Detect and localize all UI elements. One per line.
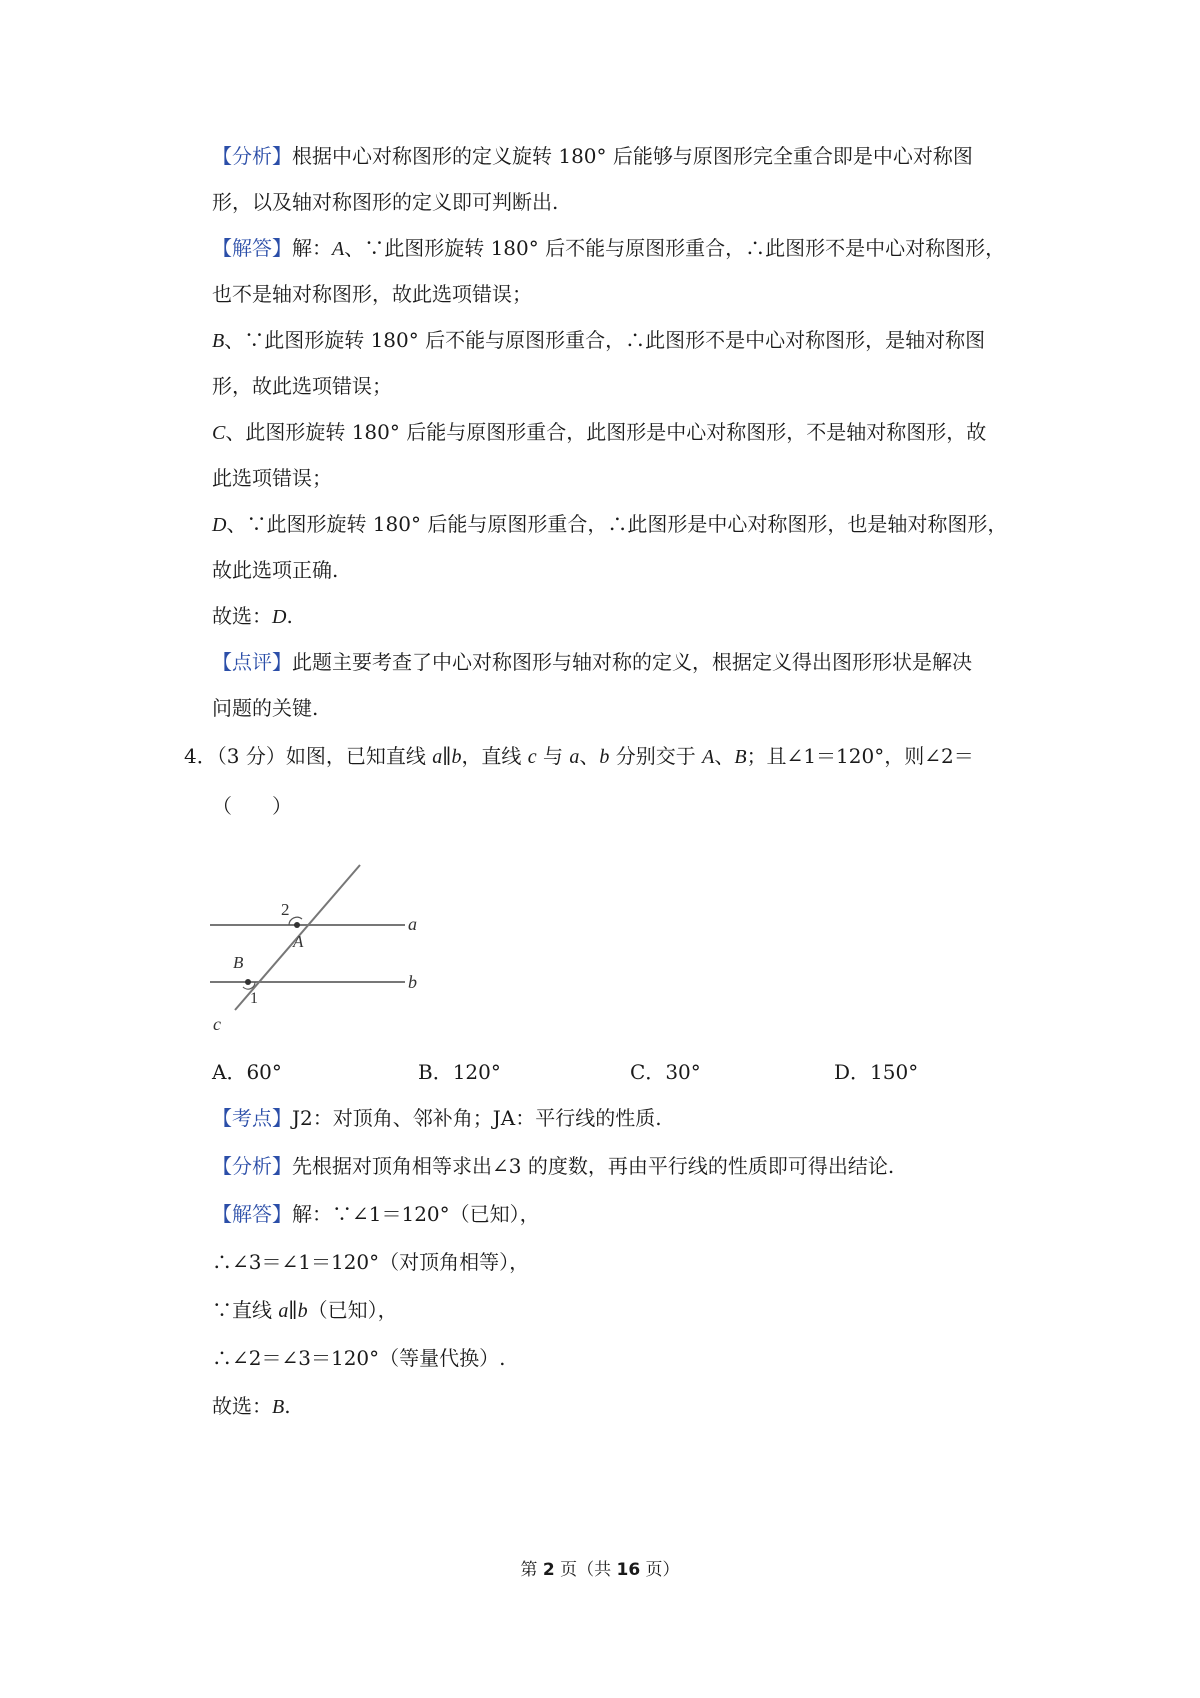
option-text: 30°: [665, 1060, 701, 1084]
q3-solution-c-text-1: 、此图形旋转 180° 后能与原图形重合，此图形是中心对称图形，不是轴对称图形，故: [225, 420, 987, 444]
q4-stem-var: a: [432, 746, 443, 768]
q4-stem-part: ；且∠1＝120°，则∠2＝: [746, 744, 974, 768]
q4-parallel-lines-figure: [205, 860, 435, 1040]
q4-stem-part: 与: [536, 744, 570, 768]
q4-stem-part: ，直线: [461, 744, 528, 768]
q4-number: 4．: [184, 744, 217, 768]
q3-solution-line-8: [212, 556, 338, 584]
option-letter: A．: [212, 1060, 247, 1084]
q4-stem-var: B: [734, 746, 747, 768]
option-letter: D．: [834, 1060, 871, 1084]
point-tag: 【考点】: [212, 1106, 292, 1130]
q4-solution-parallel: ∥: [288, 1298, 298, 1322]
q3-solution-line-2: [212, 280, 532, 308]
q4-option-d: [834, 1058, 918, 1086]
q3-solution-line-5: [212, 418, 986, 447]
line-a-label: a: [408, 914, 417, 934]
q4-solution-text-3b: （已知），: [307, 1298, 398, 1322]
q3-option-d-letter: D: [212, 514, 227, 536]
solution-tag: 【解答】: [212, 236, 292, 260]
q4-solution-line-4: ∴∠2＝∠3＝120°（等量代换）.: [212, 1346, 506, 1370]
q4-option-a: [212, 1058, 282, 1086]
q3-solution-a-text-2: 也不是轴对称图形，故此选项错误；: [212, 282, 532, 306]
q4-solution-var: b: [297, 1300, 308, 1322]
q3-solution-line-7: [212, 510, 1007, 539]
q4-answer-prefix: 故选：: [212, 1394, 272, 1418]
q4-stem-var: a: [569, 746, 580, 768]
footer-page-number: 2: [542, 1560, 555, 1580]
q4-solution-line-1: [212, 1200, 540, 1228]
angle-2-label: 2: [281, 900, 290, 919]
point-b-label: B: [233, 953, 244, 972]
q4-analysis-text: 先根据对顶角相等求出∠3 的度数，再由平行线的性质即可得出结论.: [292, 1154, 895, 1178]
q3-option-c-letter: C: [212, 422, 226, 444]
footer-total-pages: 16: [616, 1560, 641, 1580]
q3-comment-line-1: [212, 648, 972, 676]
angle-1-label: 1: [250, 990, 258, 1007]
option-letter: C．: [630, 1060, 666, 1084]
comment-tag: 【点评】: [212, 650, 292, 674]
q4-stem-parallel: ∥: [442, 744, 452, 768]
q4-answer-line: [212, 1392, 291, 1421]
page-footer: [0, 1558, 1200, 1582]
q4-option-c: [630, 1058, 701, 1086]
q3-comment-line-2: [212, 694, 318, 722]
q3-analysis-text-2: 形，以及轴对称图形的定义即可判断出.: [212, 190, 559, 214]
footer-pre: 第: [520, 1560, 543, 1580]
q4-stem-part: 、: [579, 744, 600, 768]
q4-stem-line-1: [184, 742, 974, 771]
q4-analysis-line: [212, 1152, 894, 1180]
q3-answer-suffix: .: [286, 604, 293, 628]
q3-answer-letter: D: [272, 606, 287, 628]
analysis-tag: 【分析】: [212, 1154, 292, 1178]
point-a-label: A: [293, 932, 304, 951]
q4-stem-part: （3 分）如图，已知直线: [216, 744, 433, 768]
q3-analysis-line-2: [212, 188, 558, 216]
q4-stem-line-2: （ ）: [212, 794, 292, 818]
q4-stem-var: A: [702, 746, 715, 768]
q4-stem-var: c: [527, 746, 537, 768]
q4-stem-part: 、: [714, 744, 735, 768]
q3-comment-text-1: 此题主要考查了中心对称图形与轴对称的定义，根据定义得出图形形状是解决: [292, 650, 972, 674]
solution-tag: 【解答】: [212, 1202, 292, 1226]
q3-solution-a-text-1: 、∵此图形旋转 180° 后不能与原图形重合，∴此图形不是中心对称图形，: [344, 236, 1006, 260]
q3-option-a-letter: A: [332, 238, 345, 260]
q4-solution-text-1: 解：∵∠1＝120°（已知），: [292, 1202, 540, 1226]
q3-solution-d-text-2: 故此选项正确.: [212, 558, 339, 582]
q4-solution-line-2: ∴∠3＝∠1＝120°（对顶角相等），: [212, 1250, 530, 1274]
q3-solution-c-text-2: 此选项错误；: [212, 466, 332, 490]
q3-analysis-line-1: [212, 142, 973, 170]
option-text: 60°: [246, 1060, 282, 1084]
line-b-label: b: [408, 972, 417, 992]
q4-stem-var: b: [451, 746, 462, 768]
point-b-dot: [245, 979, 251, 985]
q4-point-line: [212, 1104, 662, 1132]
analysis-tag: 【分析】: [212, 144, 292, 168]
q4-stem-var: b: [599, 746, 610, 768]
line-c-label: c: [213, 1014, 221, 1034]
q3-solution-b-text-1: 、∵此图形旋转 180° 后不能与原图形重合，∴此图形不是中心对称图形，是轴对称图: [224, 328, 986, 352]
q3-option-b-letter: B: [212, 330, 225, 352]
q4-solution-var: a: [278, 1300, 289, 1322]
q4-point-text: J2：对顶角、邻补角；JA：平行线的性质.: [292, 1106, 662, 1130]
q3-solution-line-1: [212, 234, 1005, 263]
q4-option-b: [418, 1058, 501, 1086]
q3-answer-prefix: 故选：: [212, 604, 272, 628]
q3-solution-line-6: [212, 464, 332, 492]
q3-solution-b-text-2: 形，故此选项错误；: [212, 374, 392, 398]
q3-solution-line-4: [212, 372, 392, 400]
q3-solution-line-3: [212, 326, 985, 355]
q4-solution-line-3: [212, 1296, 398, 1325]
footer-mid: 页（共: [554, 1560, 617, 1580]
option-text: 150°: [870, 1060, 919, 1084]
q4-answer-letter: B: [272, 1396, 285, 1418]
point-a-dot: [294, 922, 300, 928]
q4-stem-part: 分别交于: [609, 744, 703, 768]
q3-analysis-text-1: 根据中心对称图形的定义旋转 180° 后能够与原图形完全重合即是中心对称图: [292, 144, 973, 168]
footer-post: 页）: [640, 1560, 680, 1580]
q3-answer-line: [212, 602, 293, 631]
q3-solution-d-text-1: 、∵此图形旋转 180° 后能与原图形重合，∴此图形是中心对称图形，也是轴对称图形，: [226, 512, 1008, 536]
q4-answer-suffix: .: [284, 1394, 291, 1418]
option-text: 120°: [452, 1060, 501, 1084]
q3-solution-prefix: 解：: [292, 236, 332, 260]
q4-solution-text-3a: ∵直线: [212, 1298, 279, 1322]
q3-comment-text-2: 问题的关键.: [212, 696, 319, 720]
option-letter: B．: [418, 1060, 453, 1084]
